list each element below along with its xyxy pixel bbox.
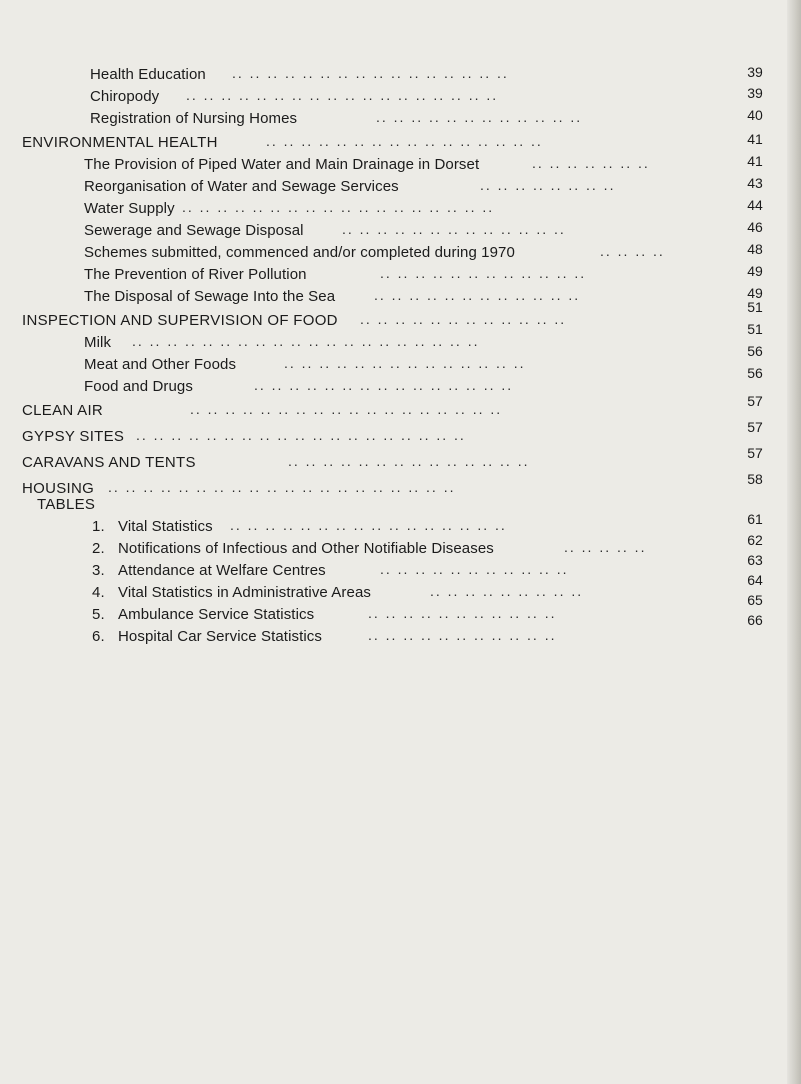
leader-dots: .. .. .. .. .. .. .. .. .. .. .. (368, 627, 557, 643)
toc-page-number: 39 (747, 64, 763, 80)
toc-heading (22, 452, 730, 474)
toc-page-number: 48 (747, 241, 763, 257)
toc-heading-label: CLEAN AIR (22, 402, 104, 419)
toc-entry (84, 332, 730, 354)
table-page-number: 61 (747, 511, 763, 527)
table-entry (92, 516, 730, 538)
table-entry-label: Attendance at Welfare Centres (118, 562, 326, 579)
table-entry (92, 604, 730, 626)
toc-heading (22, 310, 730, 332)
toc-page-number: 41 (747, 153, 763, 169)
table-entry-label: Vital Statistics (118, 518, 213, 535)
table-entry-label: Notifications of Infectious and Other Notifiable Diseases (118, 540, 494, 557)
toc-entry-label: Meat and Other Foods (84, 356, 237, 373)
toc-entry (84, 198, 730, 220)
leader-dots: .. .. .. .. .. .. .. .. .. .. .. .. .. .. .. .. .. .. (182, 199, 495, 215)
toc-entry (84, 242, 730, 264)
table-entry-number: 3. (92, 562, 105, 579)
toc-entry (84, 220, 730, 242)
table-page-number: 66 (747, 612, 763, 628)
leader-dots: .. .. .. .. (600, 243, 665, 259)
toc-heading (22, 132, 730, 154)
leader-dots: .. .. .. .. .. .. .. .. .. .. .. .. .. .. .. .. .. .. .. .. (132, 333, 480, 349)
toc-entry-label: Milk (84, 334, 112, 351)
toc-heading (22, 400, 730, 422)
toc-entry (90, 64, 730, 86)
toc-page-number: 51 (747, 321, 763, 337)
toc-heading-label: GYPSY SITES (22, 428, 125, 445)
table-entry-label: Hospital Car Service Statistics (118, 628, 322, 645)
leader-dots: .. .. .. .. .. .. .. .. .. .. .. .. .. .. .. .. .. .. .. (136, 427, 466, 443)
leader-dots: .. .. .. .. .. .. .. .. .. .. .. .. .. .. .. (254, 377, 514, 393)
leader-dots: .. .. .. .. .. .. .. .. .. (430, 583, 584, 599)
leader-dots: .. .. .. .. .. .. .. (532, 155, 650, 171)
toc-page-number: 49 (747, 263, 763, 279)
toc-page-number: 41 (747, 131, 763, 147)
toc-entry (90, 86, 730, 108)
table-entry (92, 626, 730, 648)
table-entry-number: 6. (92, 628, 105, 645)
table-entry-label: Vital Statistics in Administrative Areas (118, 584, 371, 601)
leader-dots: .. .. .. .. .. .. .. .. .. .. .. (380, 561, 569, 577)
leader-dots: .. .. .. .. .. .. .. .. .. .. .. .. .. .. .. .. (230, 517, 507, 533)
toc-entry-label: Health Education (90, 66, 206, 83)
leader-dots: .. .. .. .. .. .. .. .. .. .. .. .. (380, 265, 587, 281)
leader-dots: .. .. .. .. .. .. .. .. .. .. .. .. .. .. .. .. (232, 65, 509, 81)
toc-page-number: 56 (747, 365, 763, 381)
toc-page-number: 43 (747, 175, 763, 191)
toc-entry (84, 376, 730, 398)
table-page-number: 63 (747, 552, 763, 568)
table-entry-number: 2. (92, 540, 105, 557)
toc-entry-label: Water Supply (84, 200, 175, 217)
table-entry (92, 560, 730, 582)
toc-heading (22, 478, 730, 500)
toc-heading-label: INSPECTION AND SUPERVISION OF FOOD (22, 312, 338, 329)
table-page-number: 62 (747, 532, 763, 548)
table-page-number: 65 (747, 592, 763, 608)
toc-page-number: 57 (747, 445, 763, 461)
leader-dots: .. .. .. .. .. .. .. .. .. .. .. .. (374, 287, 581, 303)
toc-page-number: 57 (747, 419, 763, 435)
toc-heading-label: ENVIRONMENTAL HEALTH (22, 134, 218, 151)
leader-dots: .. .. .. .. .. .. .. .. .. .. .. .. (376, 109, 583, 125)
leader-dots: .. .. .. .. .. .. .. .. .. .. .. .. .. .. (284, 355, 526, 371)
table-entry-number: 1. (92, 518, 105, 535)
toc-entry-label: Food and Drugs (84, 378, 193, 395)
toc-entry-label: The Provision of Piped Water and Main Drainage in Dorset (84, 156, 480, 173)
toc-entry (84, 154, 730, 176)
leader-dots: .. .. .. .. .. .. .. .. .. .. .. .. .. .. .. .. (266, 133, 543, 149)
toc-entry (84, 354, 730, 376)
toc-entry-label: Registration of Nursing Homes (90, 110, 298, 127)
toc-heading (22, 426, 730, 448)
toc-page-number: 44 (747, 197, 763, 213)
leader-dots: .. .. .. .. .. .. .. .. (480, 177, 616, 193)
toc-entry-label: Sewerage and Sewage Disposal (84, 222, 304, 239)
toc-page-number: 46 (747, 219, 763, 235)
toc-heading-label: HOUSING (22, 480, 95, 497)
toc-entry-label: The Disposal of Sewage Into the Sea (84, 288, 336, 305)
leader-dots: .. .. .. .. .. .. .. .. .. .. .. .. (360, 311, 567, 327)
toc-entry (84, 286, 730, 308)
toc-heading-label: CARAVANS AND TENTS (22, 454, 196, 471)
page-edge-shadow (787, 0, 801, 1084)
toc-entry-label: Reorganisation of Water and Sewage Services (84, 178, 399, 195)
table-entry (92, 582, 730, 604)
table-page-number: 64 (747, 572, 763, 588)
toc-page-number: 56 (747, 343, 763, 359)
leader-dots: .. .. .. .. .. .. .. .. .. .. .. .. .. .. .. .. .. .. .. .. (108, 479, 456, 495)
toc-page-number: 58 (747, 471, 763, 487)
toc-page-number: 39 (747, 85, 763, 101)
leader-dots: .. .. .. .. .. .. .. .. .. .. .. .. .. .. .. .. .. .. (186, 87, 499, 103)
table-entry-number: 4. (92, 584, 105, 601)
table-entry-number: 5. (92, 606, 105, 623)
leader-dots: .. .. .. .. .. .. .. .. .. .. .. .. .. .. (288, 453, 530, 469)
leader-dots: .. .. .. .. .. .. .. .. .. .. .. .. .. .. .. .. .. .. (190, 401, 503, 417)
leader-dots: .. .. .. .. .. .. .. .. .. .. .. .. .. (342, 221, 566, 237)
leader-dots: .. .. .. .. .. .. .. .. .. .. .. (368, 605, 557, 621)
toc-entry (84, 264, 730, 286)
tables-heading: TABLES (37, 496, 96, 513)
toc-entry-label: The Prevention of River Pollution (84, 266, 307, 283)
toc-page-number: 49 (747, 285, 763, 301)
toc-entry-label: Chiropody (90, 88, 160, 105)
toc-page-number: 40 (747, 107, 763, 123)
toc-page-number: 51 (747, 299, 763, 315)
toc-entry (90, 108, 730, 130)
table-entry-label: Ambulance Service Statistics (118, 606, 315, 623)
toc-entry-label: Schemes submitted, commenced and/or completed during 1970 (84, 244, 515, 261)
toc-entry (84, 176, 730, 198)
table-entry (92, 538, 730, 560)
leader-dots: .. .. .. .. .. (564, 539, 647, 555)
toc-page-number: 57 (747, 393, 763, 409)
